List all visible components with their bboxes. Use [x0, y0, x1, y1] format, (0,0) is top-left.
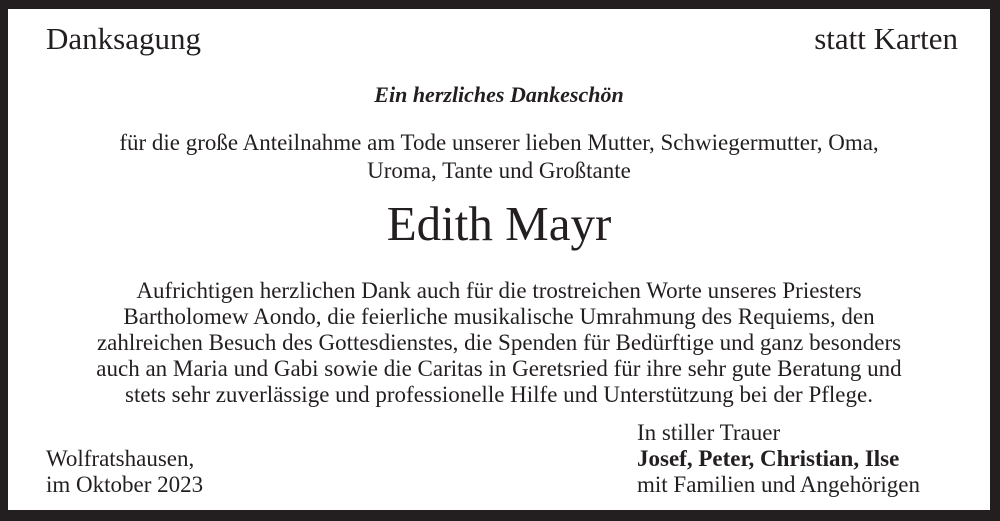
notice-type-heading: Danksagung [46, 21, 201, 56]
thanks-line: Aufrichtigen herzlichen Dank auch für die trostreichen Worte unseres Priesters [136, 277, 862, 303]
thanks-paragraph [8, 278, 990, 408]
place-date-block [46, 446, 203, 498]
mourner-names: Josef, Peter, Christian, Ilse [637, 445, 900, 471]
intro-line: Uroma, Tante und Großtante [367, 157, 631, 183]
intro-line: für die große Anteilnahme am Tode unserer lieben Mutter, Schwiegermutter, Oma, [119, 129, 879, 155]
thanks-line: zahlreichen Besuch des Gottesdienstes, die Spenden für Bedürftige und ganz besonders [96, 329, 902, 355]
mourning-suffix: mit Familien und Angehörigen [637, 471, 920, 497]
intro-paragraph [8, 129, 990, 185]
header-row [8, 9, 990, 57]
tagline: Ein herzliches Dankeschön [374, 81, 624, 107]
mourners-block [637, 420, 920, 498]
footer [8, 420, 990, 510]
statt-karten-note: statt Karten [814, 21, 958, 56]
deceased-name: Edith Mayr [386, 195, 612, 251]
notice-sheet [8, 9, 990, 510]
thanks-line: auch an Maria und Gabi sowie die Caritas in Geretsried für ihre sehr gute Beratung und [96, 355, 902, 381]
place-line: Wolfratshausen, [46, 445, 195, 471]
thanks-line: stets sehr zuverlässige und professionelle Hilfe und Unterstützung bei der Pflege. [125, 381, 873, 407]
thanks-line: Bartholomew Aondo, die feierliche musikalische Umrahmung des Requiems, den [123, 303, 875, 329]
mourning-intro: In stiller Trauer [637, 419, 781, 445]
date-line: im Oktober 2023 [46, 471, 204, 497]
